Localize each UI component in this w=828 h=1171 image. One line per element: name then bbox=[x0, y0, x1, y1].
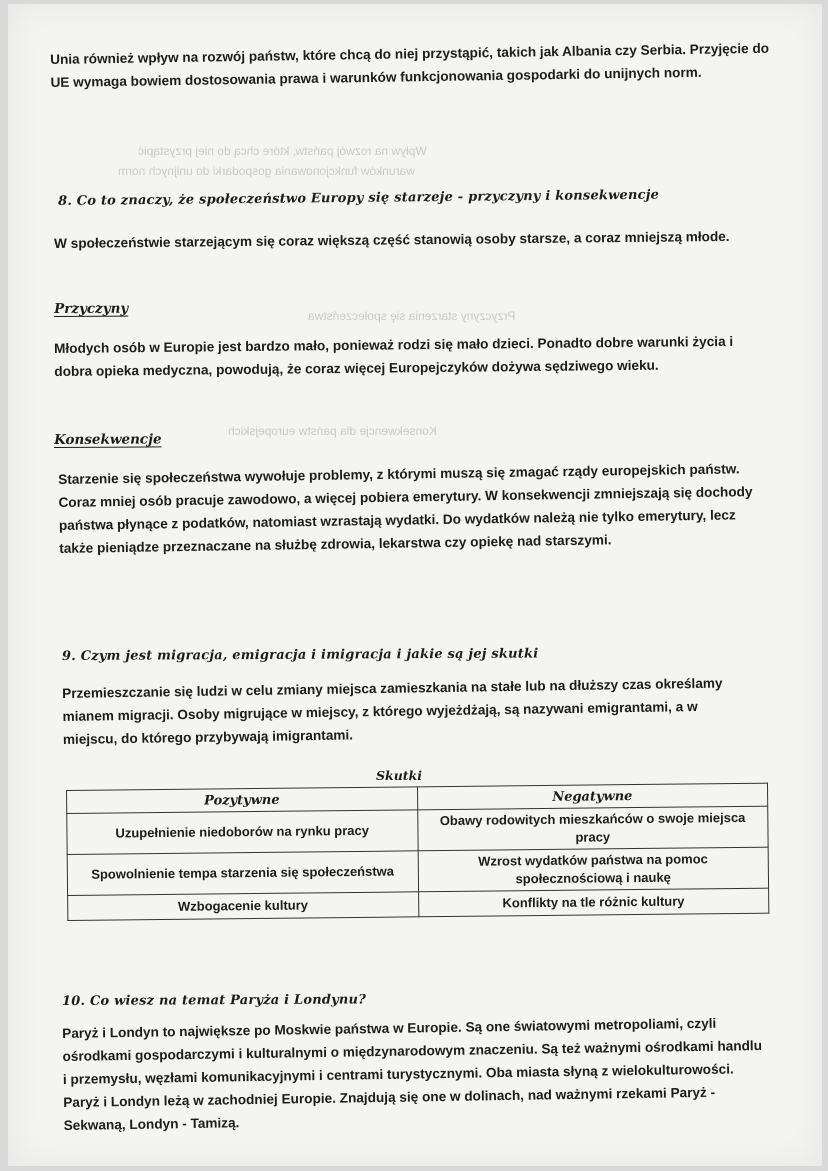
table-cell: Konflikty na tle różnic kultury bbox=[418, 888, 769, 917]
consequences-paragraph: Starzenie się społeczeństwa wywołuje problemy, z którymi muszą się zmagać rządy europejskich państw. Coraz mniej osób pracuje zawodowo, a więcej pobiera emerytury. W konsekwencji zmniejszają się dochody państwa płynące z podatków, natomiast wzrastają wydatki. Do wydatków należą nie tylko emerytury, lecz także pieniądze przeznaczane na służbę zdrowia, lekarstwa czy opiekę nad starszymi. bbox=[58, 461, 753, 556]
table-row bbox=[67, 806, 768, 854]
question-8-heading: 8. Co to znaczy, że społeczeństwo Europy się starzeje - przyczyny i konsekwencje bbox=[58, 187, 660, 209]
table-cell: Wzrost wydatków państwa na pomoc społecznościową i naukę bbox=[418, 847, 769, 892]
table-row bbox=[67, 847, 768, 895]
effects-table-caption: Skutki bbox=[376, 768, 422, 783]
table-cell: Wzbogacenie kultury bbox=[68, 892, 419, 921]
bleed-through-text: Wpływ na rozwój państw, które chcą do niej przystąpić bbox=[138, 144, 427, 158]
question-9-heading: 9. Czym jest migracja, emigracja i imigracja i jakie są jej skutki bbox=[62, 646, 539, 664]
bleed-through-text: warunków funkcjonowania gospodarki do unijnych norm bbox=[118, 164, 415, 178]
consequences-subheading: Konsekwencje bbox=[54, 431, 162, 448]
question-10-paragraph: Paryż i Londyn to największe po Moskwie państwa w Europie. Są one światowymi metropoliami, czyli ośrodkami gospodarczymi i kulturalnymi o międzynarodowym znaczeniu. Są też ważnymi ośrodkami handlu i przemysłu, węzłami komunikacyjnymi i centrami turystycznymi. Oba miasta słyną z wielokulturowości. Paryż i Londyn leżą w zachodniej Europie. Znajdują się one w dolinach, nad ważnymi rzekami Paryż - Sekwaną, Londyn - Tamizą. bbox=[62, 1015, 763, 1133]
intro-paragraph: Unia również wpływ na rozwój państw, które chcą do niej przystąpić, takich jak Albania czy Serbia. Przyjęcie do UE wymaga bowiem dostosowania prawa i warunków funkcjonowania gospodarki do unijnych norm. bbox=[50, 40, 770, 90]
table-cell: Obawy rodowitych mieszkańców o swoje miejsca pracy bbox=[417, 806, 768, 851]
negative-column-header: Negatywne bbox=[417, 783, 768, 810]
causes-subheading: Przyczyny bbox=[54, 300, 129, 317]
effects-table bbox=[66, 783, 769, 921]
table-cell: Spowolnienie tempa starzenia się społeczeństwa bbox=[67, 851, 418, 896]
question-9-paragraph: Przemieszczanie się ludzi w celu zmiany miejsca zamieszkania na stałe lub na dłuższy czas określamy mianem migracji. Osoby migrujące w miejscy, z którego wyjeżdżają, są nazywani emigrantami, a w miejscu, do którego przybywają imigrantami. bbox=[62, 675, 723, 747]
document-page bbox=[8, 4, 822, 1166]
positive-column-header: Pozytywne bbox=[67, 787, 418, 814]
table-cell: Uzupełnienie niedoborów na rynku pracy bbox=[67, 810, 418, 855]
question-10-heading: 10. Co wiesz na temat Paryża i Londynu? bbox=[62, 992, 367, 1009]
bleed-through-text: Przyczyny starzenia się społeczeństwa bbox=[308, 309, 516, 323]
causes-paragraph: Młodych osób w Europie jest bardzo mało, ponieważ rodzi się mało dzieci. Ponadto dobre warunki życia i dobra opieka medyczna, powodują, że coraz więcej Europejczyków dożywa sędziwego wieku. bbox=[54, 333, 734, 379]
question-8-definition: W społeczeństwie starzejącym się coraz większą część stanowią osoby starsze, a coraz mniejszą młode. bbox=[54, 228, 730, 251]
bleed-through-text: Konsekwencje dla państw europejskich bbox=[228, 424, 437, 438]
